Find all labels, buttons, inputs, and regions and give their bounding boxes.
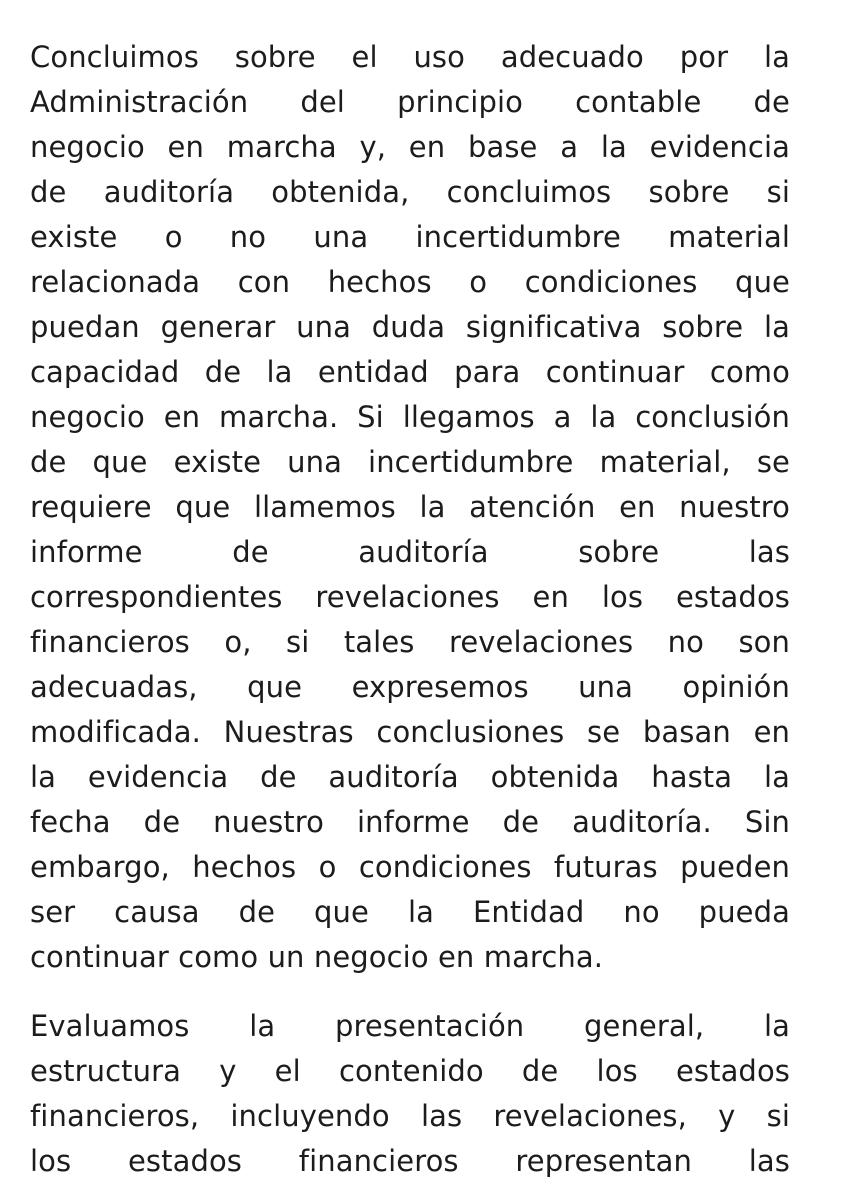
text-line: informe de auditoría sobre las	[30, 535, 790, 569]
paragraph-presentation	[30, 1004, 790, 1184]
text-line: estructura y el contenido de los estados	[30, 1054, 790, 1088]
text-line: embargo, hechos o condiciones futuras pueden	[30, 850, 790, 884]
text-line: los estados financieros representan las	[30, 1144, 790, 1178]
text-line: adecuadas, que expresemos una opinión	[30, 670, 790, 704]
text-line: de que existe una incertidumbre material, se	[30, 445, 790, 479]
text-line: fecha de nuestro informe de auditoría. Sin	[30, 805, 790, 839]
text-line: continuar como un negocio en marcha.	[30, 940, 604, 974]
text-line: financieros, incluyendo las revelaciones, y si	[30, 1099, 790, 1133]
text-line: capacidad de la entidad para continuar como	[30, 355, 790, 389]
text-line: negocio en marcha. Si llegamos a la conclusión	[30, 400, 790, 434]
text-line: puedan generar una duda significativa sobre la	[30, 310, 790, 344]
text-line: financieros o, si tales revelaciones no son	[30, 625, 790, 659]
text-line: existe o no una incertidumbre material	[30, 220, 790, 254]
text-line: ser causa de que la Entidad no pueda	[30, 895, 790, 929]
text-line: requiere que llamemos la atención en nuestro	[30, 490, 790, 524]
text-line: relacionada con hechos o condiciones que	[30, 265, 790, 299]
text-line: Administración del principio contable de	[30, 85, 790, 119]
text-line: Evaluamos la presentación general, la	[30, 1009, 790, 1043]
text-line: negocio en marcha y, en base a la evidencia	[30, 130, 790, 164]
text-line: de auditoría obtenida, concluimos sobre si	[30, 175, 790, 209]
text-line: la evidencia de auditoría obtenida hasta la	[30, 760, 790, 794]
text-line: Concluimos sobre el uso adecuado por la	[30, 40, 790, 74]
paragraph-going-concern	[30, 35, 790, 980]
text-line: correspondientes revelaciones en los estados	[30, 580, 790, 614]
text-line: modificada. Nuestras conclusiones se basan en	[30, 715, 790, 749]
